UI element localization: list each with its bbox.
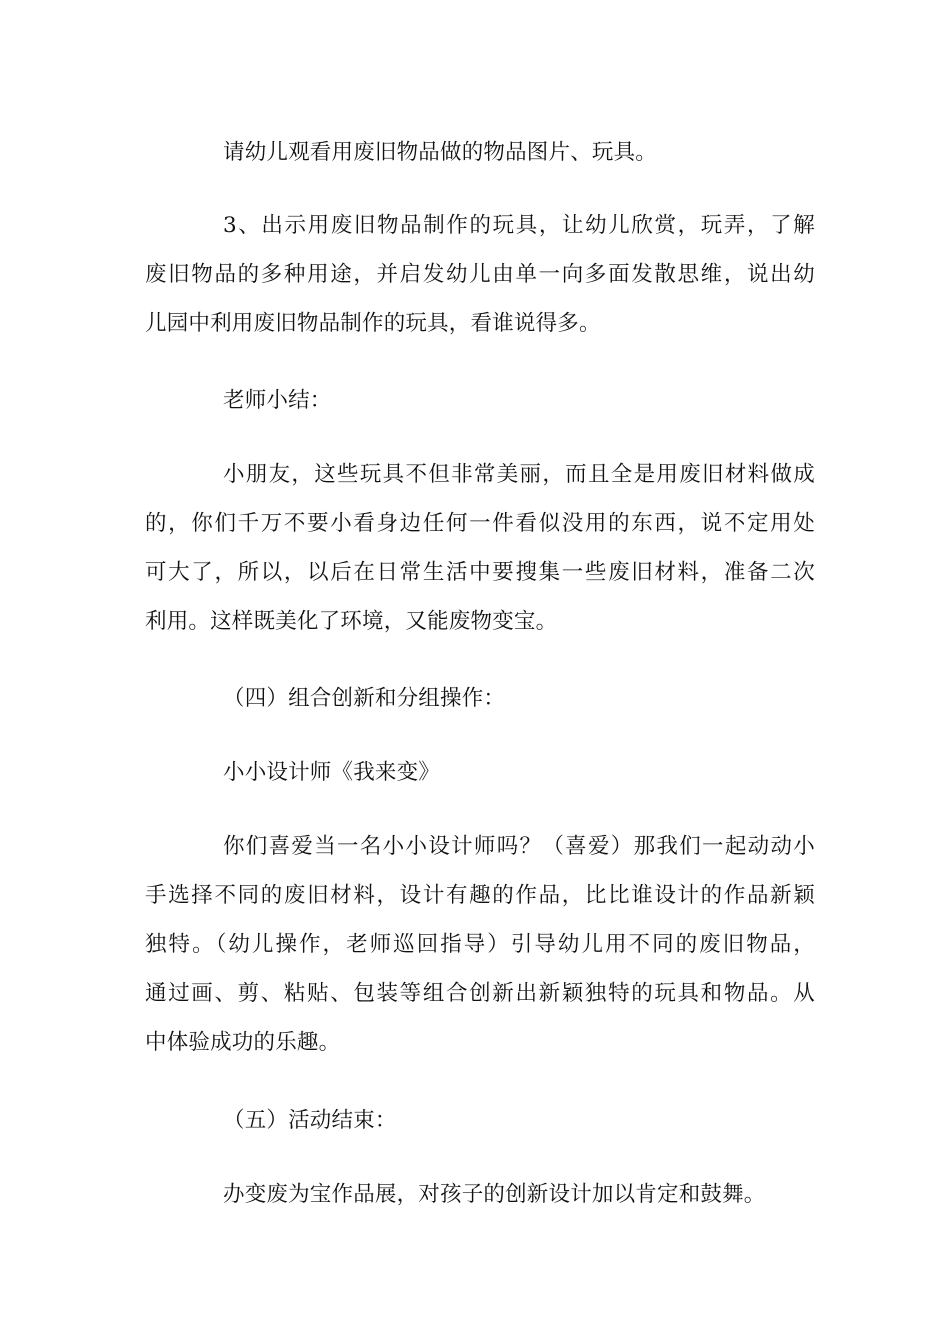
paragraph-designer-activity xyxy=(145,822,815,1067)
text-line: 可大了，所以，以后在日常生活中要搜集一些废旧材料，准备二次 xyxy=(145,560,815,585)
section-heading-five xyxy=(145,1096,815,1145)
text-line: 老师小结： xyxy=(223,388,332,413)
text-line: 你们喜爱当一名小小设计师吗？（喜爱）那我们一起动动小 xyxy=(223,834,815,859)
text-line: （五）活动结束： xyxy=(223,1108,397,1133)
paragraph-activity-title xyxy=(145,748,815,797)
text-line: 请幼儿观看用废旧物品做的物品图片、玩具。 xyxy=(223,140,658,165)
text-line: 废旧物品的多种用途，并启发幼儿由单一向多面发散思维，说出幼 xyxy=(145,262,815,287)
text-line: 手选择不同的废旧材料，设计有趣的作品，比比谁设计的作品新颖 xyxy=(145,883,815,908)
section-heading-four xyxy=(145,674,815,723)
paragraph-observe-pictures xyxy=(145,128,815,177)
text-line: 利用。这样既美化了环境，又能废物变宝。 xyxy=(145,609,558,634)
paragraph-exhibition xyxy=(145,1170,815,1219)
text-line: 通过画、剪、粘贴、包装等组合创新出新颖独特的玩具和物品。从 xyxy=(145,981,815,1006)
paragraph-teacher-summary-heading xyxy=(145,376,815,425)
text-line: 儿园中利用废旧物品制作的玩具，看谁说得多。 xyxy=(145,311,601,336)
text-line: 办变废为宝作品展，对孩子的创新设计加以肯定和鼓舞。 xyxy=(223,1182,766,1207)
text-line: 的，你们千万不要小看身边任何一件看似没用的东西，说不定用处 xyxy=(145,511,815,536)
text-line: 独特。（幼儿操作，老师巡回指导）引导幼儿用不同的废旧物品， xyxy=(145,932,815,957)
text-line: 中体验成功的乐趣。 xyxy=(145,1030,341,1055)
text-line: （四）组合创新和分组操作： xyxy=(223,686,506,711)
text-line: 3、出示用废旧物品制作的玩具，让幼儿欣赏，玩弄，了解 xyxy=(223,213,815,238)
paragraph-show-toys xyxy=(145,201,815,348)
text-line: 小小设计师《我来变》 xyxy=(223,760,441,785)
text-line: 小朋友，这些玩具不但非常美丽，而且全是用废旧材料做成 xyxy=(223,462,815,487)
paragraph-teacher-summary xyxy=(145,450,815,646)
